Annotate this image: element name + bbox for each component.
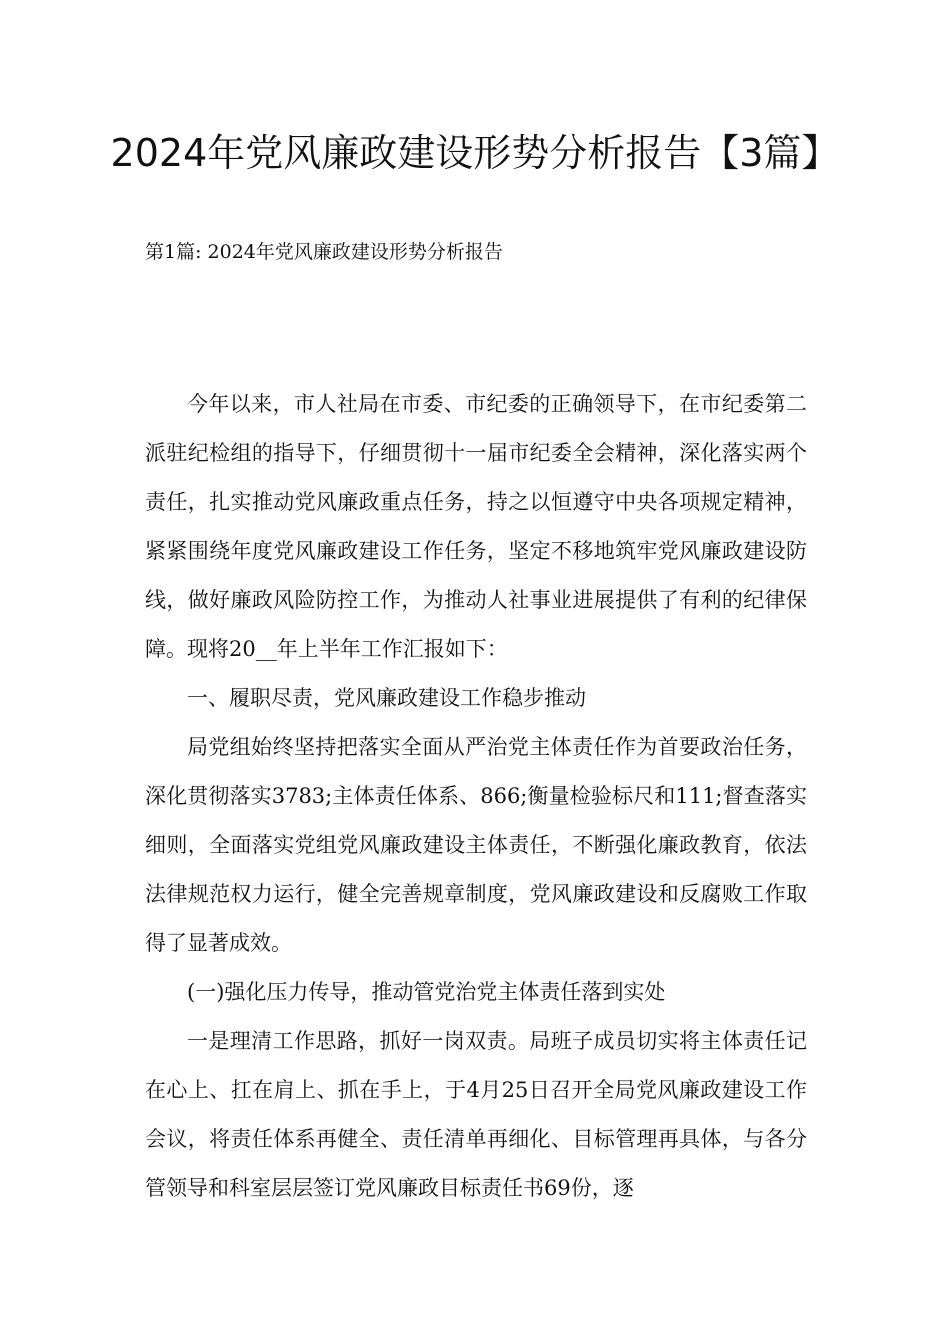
document-title: 2024年党风廉政建设形势分析报告【3篇】 bbox=[110, 131, 840, 175]
document-body bbox=[145, 380, 807, 1213]
paragraph-intro: 今年以来，市人社局在市委、市纪委的正确领导下，在市纪委第二派驻纪检组的指导下，仔细贯彻十一届市纪委全会精神，深化落实两个责任，扎实推动党风廉政重点任务，持之以恒遵守中央各项规定精神，紧紧围绕年度党风廉政建设工作任务，坚定不移地筑牢党风廉政建设防线，做好廉政风险防控工作，为推动人社事业进展提供了有利的纪律保障。现将20__年上半年工作汇报如下： bbox=[145, 392, 807, 661]
paragraph-subsection-1: 一是理清工作思路，抓好一岗双责。局班子成员切实将主体责任记在心上、扛在肩上、抓在手上，于4月25日召开全局党风廉政建设工作会议，将责任体系再健全、责任清单再细化、目标管理再具体，与各分管领导和科室层层签订党风廉政目标责任书69份，逐 bbox=[145, 1029, 807, 1200]
paragraph-section-1: 局党组始终坚持把落实全面从严治党主体责任作为首要政治任务，深化贯彻落实3783;主体责任体系、866;衡量检验标尺和111;督查落实细则，全面落实党组党风廉政建设主体责任，不断强化廉政教育，依法法律规范权力运行，健全完善规章制度，党风廉政建设和反腐败工作取得了显著成效。 bbox=[145, 735, 807, 955]
section-heading-1: 一、履职尽责，党风廉政建设工作稳步推动 bbox=[187, 686, 586, 710]
document-subtitle: 第1篇: 2024年党风廉政建设形势分析报告 bbox=[145, 241, 503, 263]
subsection-heading-1: (一)强化压力传导，推动管党治党主体责任落到实处 bbox=[187, 980, 666, 1004]
